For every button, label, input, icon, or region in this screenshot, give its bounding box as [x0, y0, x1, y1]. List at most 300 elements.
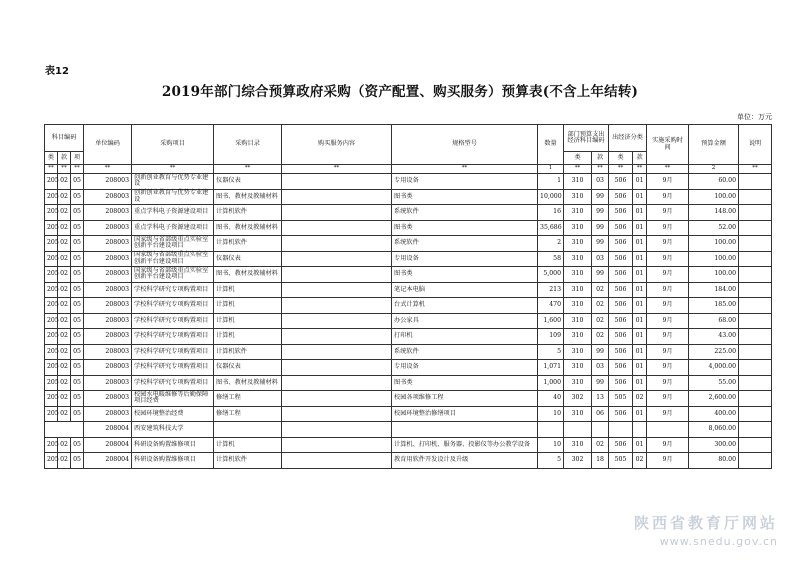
cell-sec: 02 [58, 205, 71, 221]
cell-service [282, 174, 392, 190]
cell-project: 国家级与省部级重点实验室创新平台建设项目 [132, 251, 214, 267]
cell-g1: 506 [609, 313, 633, 329]
cell-note [739, 267, 772, 283]
cell-qty: 5 [538, 453, 564, 469]
cell-service [282, 220, 392, 236]
cell-g2: 01 [633, 205, 647, 221]
cell-g2: 01 [633, 174, 647, 190]
cell-time: 9月 [647, 344, 689, 360]
cell-service [282, 329, 392, 345]
cell-g2: 01 [633, 344, 647, 360]
marker-cell: ** [647, 165, 689, 174]
cell-time: 9月 [647, 189, 689, 205]
cell-cls: 205 [45, 329, 58, 345]
cell-service [282, 298, 392, 314]
header-spec-model: 规格型号 [392, 125, 538, 165]
cell-qty: 35,686 [538, 220, 564, 236]
watermark [634, 512, 778, 548]
cell-note [739, 453, 772, 469]
table-row [45, 344, 772, 360]
cell-itm: 05 [71, 391, 84, 407]
cell-amount: 300.00 [689, 437, 739, 453]
cell-d1: 310 [564, 282, 592, 298]
cell-spec: 系统软件 [392, 344, 538, 360]
cell-g2: 01 [633, 329, 647, 345]
cell-unit-code: 208003 [84, 391, 132, 407]
marker-cell: ** [132, 165, 214, 174]
cell-d1: 310 [564, 375, 592, 391]
cell-d1: 310 [564, 251, 592, 267]
cell-d2: 03 [592, 174, 609, 190]
cell-g2: 01 [633, 282, 647, 298]
cell-catalog: 计算机 [214, 282, 282, 298]
cell-catalog: 图书、教材及教辅材料 [214, 375, 282, 391]
table-row [45, 220, 772, 236]
cell-service [282, 344, 392, 360]
cell-sec: 02 [58, 406, 71, 422]
unit-label: 单位：万元 [737, 113, 772, 121]
cell-spec: 专用设备 [392, 174, 538, 190]
cell-project: 学校科学研究专项购置项目 [132, 282, 214, 298]
header-subject-code: 科目编码 [45, 125, 84, 152]
cell-cls: 205 [45, 205, 58, 221]
header-section: 款 [58, 152, 71, 165]
cell-qty: 1 [538, 174, 564, 190]
cell-amount: 100.00 [689, 251, 739, 267]
cell-itm: 05 [71, 360, 84, 376]
cell-g1: 506 [609, 375, 633, 391]
cell-itm: 05 [71, 267, 84, 283]
cell-d1: 310 [564, 189, 592, 205]
cell-note [739, 220, 772, 236]
cell-qty: 109 [538, 329, 564, 345]
cell-qty: 10 [538, 437, 564, 453]
cell-sec: 02 [58, 189, 71, 205]
cell-g2: 01 [633, 267, 647, 283]
cell-d1: 310 [564, 205, 592, 221]
cell-cls: 205 [45, 313, 58, 329]
header-govt-section: 款 [633, 152, 647, 165]
cell-sec: 02 [58, 267, 71, 283]
cell-project: 学校科学研究专项购置项目 [132, 313, 214, 329]
cell-note [739, 360, 772, 376]
cell-d2: 02 [592, 298, 609, 314]
table-row [45, 174, 772, 190]
cell-g1: 506 [609, 329, 633, 345]
header-class: 类 [45, 152, 58, 165]
cell-sec: 02 [58, 344, 71, 360]
cell-sec: 02 [58, 437, 71, 453]
header-purchase-catalog: 采购目录 [214, 125, 282, 165]
cell-service [282, 391, 392, 407]
cell-service [282, 453, 392, 469]
cell-sec: 02 [58, 174, 71, 190]
cell-project: 学校科学研究专项购置项目 [132, 329, 214, 345]
cell-project: 科研设备购置维修项目 [132, 453, 214, 469]
cell-unit-code: 208003 [84, 313, 132, 329]
cell-cls: 205 [45, 174, 58, 190]
cell-d2: 99 [592, 375, 609, 391]
cell-d1: 310 [564, 406, 592, 422]
cell-itm: 05 [71, 453, 84, 469]
cell-itm: 05 [71, 174, 84, 190]
cell-unit-code: 208003 [84, 189, 132, 205]
cell-service [282, 437, 392, 453]
cell-g1: 506 [609, 406, 633, 422]
cell-d2: 06 [592, 406, 609, 422]
cell-qty: 1,071 [538, 360, 564, 376]
cell-unit-code: 208003 [84, 220, 132, 236]
table-row [45, 453, 772, 469]
blank-cell [282, 422, 392, 438]
cell-itm: 05 [71, 437, 84, 453]
marker-cell: ** [71, 165, 84, 174]
cell-spec: 校园环境整治修缮项目 [392, 406, 538, 422]
cell-amount: 184.00 [689, 282, 739, 298]
cell-itm: 05 [71, 406, 84, 422]
cell-amount: 225.00 [689, 344, 739, 360]
cell-amount: 60.00 [689, 174, 739, 190]
cell-d1: 310 [564, 267, 592, 283]
cell-cls: 205 [45, 282, 58, 298]
cell-service [282, 205, 392, 221]
cell-unit-code: 208003 [84, 236, 132, 252]
cell-g2: 01 [633, 189, 647, 205]
subtotal-name: 西安建筑科技大学 [132, 422, 214, 438]
cell-g1: 506 [609, 282, 633, 298]
cell-unit-code: 208003 [84, 406, 132, 422]
marker-cell: ** [58, 165, 71, 174]
marker-cell: 1 [538, 165, 564, 174]
page-label: 表12 [45, 66, 69, 77]
cell-cls: 205 [45, 437, 58, 453]
cell-service [282, 189, 392, 205]
table-row [45, 313, 772, 329]
cell-amount: 52.00 [689, 220, 739, 236]
cell-g2: 02 [633, 391, 647, 407]
cell-itm: 05 [71, 375, 84, 391]
cell-itm: 05 [71, 251, 84, 267]
cell-d2: 02 [592, 282, 609, 298]
cell-project: 学校科学研究专项购置项目 [132, 344, 214, 360]
cell-cls: 205 [45, 375, 58, 391]
cell-catalog: 仪器仪表 [214, 360, 282, 376]
cell-time: 9月 [647, 360, 689, 376]
cell-note [739, 375, 772, 391]
table-row [45, 282, 772, 298]
cell-catalog: 修缮工程 [214, 406, 282, 422]
header-service-content: 购买服务内容 [282, 125, 392, 165]
cell-amount: 43.00 [689, 329, 739, 345]
cell-d2: 99 [592, 344, 609, 360]
table-row [45, 406, 772, 422]
cell-amount: 55.00 [689, 375, 739, 391]
cell-cls: 205 [45, 406, 58, 422]
cell-amount: 4,000.00 [689, 360, 739, 376]
cell-qty: 1,600 [538, 313, 564, 329]
watermark-url: www.snedu.gov.cn [659, 535, 778, 548]
cell-spec: 专用设备 [392, 251, 538, 267]
cell-time: 9月 [647, 453, 689, 469]
cell-time: 9月 [647, 174, 689, 190]
cell-project: 创新创业教育与优势专业建设 [132, 189, 214, 205]
cell-time: 9月 [647, 282, 689, 298]
cell-note [739, 236, 772, 252]
subtotal-row [45, 422, 772, 438]
cell-spec: 计算机、打印机、服务器、投影仪等办公教学设备 [392, 437, 538, 453]
cell-project: 国家级与省部级重点实验室创新平台建设项目 [132, 267, 214, 283]
cell-g2: 01 [633, 437, 647, 453]
cell-project: 科研设备购置维修项目 [132, 437, 214, 453]
marker-cell: ** [633, 165, 647, 174]
cell-note [739, 174, 772, 190]
cell-d2: 02 [592, 329, 609, 345]
cell-time: 9月 [647, 406, 689, 422]
cell-qty: 470 [538, 298, 564, 314]
cell-itm: 05 [71, 205, 84, 221]
cell-note [739, 282, 772, 298]
cell-note [739, 329, 772, 345]
table-row [45, 205, 772, 221]
cell-catalog: 图书、教材及教辅材料 [214, 220, 282, 236]
cell-catalog: 计算机软件 [214, 205, 282, 221]
cell-note [739, 391, 772, 407]
cell-itm: 05 [71, 298, 84, 314]
marker-cell: ** [45, 165, 58, 174]
cell-spec: 校园各项维修工程 [392, 391, 538, 407]
cell-spec: 教育用软件开发设计及升级 [392, 453, 538, 469]
cell-cls: 205 [45, 453, 58, 469]
cell-d1: 310 [564, 344, 592, 360]
subtotal-amount: 8,060.00 [689, 422, 739, 438]
cell-sec: 02 [58, 298, 71, 314]
cell-qty: 213 [538, 282, 564, 298]
blank-cell [739, 422, 772, 438]
cell-qty: 40 [538, 391, 564, 407]
cell-g1: 506 [609, 205, 633, 221]
cell-service [282, 267, 392, 283]
marker-cell: ** [592, 165, 609, 174]
header-purchase-project: 采购项目 [132, 125, 214, 165]
cell-d2: 18 [592, 453, 609, 469]
cell-catalog: 计算机软件 [214, 344, 282, 360]
cell-note [739, 205, 772, 221]
cell-service [282, 313, 392, 329]
cell-g2: 01 [633, 220, 647, 236]
cell-unit-code: 208003 [84, 174, 132, 190]
cell-sec: 02 [58, 360, 71, 376]
cell-d1: 302 [564, 453, 592, 469]
cell-cls: 205 [45, 360, 58, 376]
blank-cell [392, 422, 538, 438]
cell-g2: 01 [633, 251, 647, 267]
cell-itm: 05 [71, 220, 84, 236]
cell-unit-code: 208004 [84, 437, 132, 453]
cell-spec: 系统软件 [392, 205, 538, 221]
cell-sec: 02 [58, 220, 71, 236]
budget-table [44, 124, 772, 469]
cell-sec: 02 [58, 329, 71, 345]
cell-catalog: 计算机 [214, 298, 282, 314]
cell-d2: 99 [592, 205, 609, 221]
cell-sec: 02 [58, 375, 71, 391]
cell-project: 学校科学研究专项购置项目 [132, 375, 214, 391]
page-title: 2019年部门综合预算政府采购（资产配置、购买服务）预算表(不含上年结转) [161, 84, 639, 100]
watermark-name: 陕西省教育厅网站 [633, 514, 778, 532]
cell-time: 9月 [647, 236, 689, 252]
cell-project: 国家级与省部级重点实验室创新平台建设项目 [132, 236, 214, 252]
blank-cell [538, 422, 564, 438]
cell-g2: 01 [633, 375, 647, 391]
cell-time: 9月 [647, 251, 689, 267]
blank-cell [633, 422, 647, 438]
cell-service [282, 375, 392, 391]
cell-qty: 58 [538, 251, 564, 267]
cell-g2: 01 [633, 298, 647, 314]
header-dept-class: 类 [564, 152, 592, 165]
cell-itm: 05 [71, 313, 84, 329]
cell-amount: 400.00 [689, 406, 739, 422]
cell-d1: 310 [564, 174, 592, 190]
cell-unit-code: 208003 [84, 251, 132, 267]
header-govt-econ-code: 出经济分类 [609, 125, 647, 152]
cell-service [282, 282, 392, 298]
cell-d1: 310 [564, 313, 592, 329]
cell-g2: 01 [633, 236, 647, 252]
cell-g1: 505 [609, 391, 633, 407]
cell-note [739, 344, 772, 360]
cell-d2: 13 [592, 391, 609, 407]
table-row [45, 375, 772, 391]
cell-amount: 2,600.00 [689, 391, 739, 407]
cell-d2: 02 [592, 313, 609, 329]
marker-cell: ** [564, 165, 592, 174]
cell-g1: 506 [609, 174, 633, 190]
cell-note [739, 313, 772, 329]
header-item: 项 [71, 152, 84, 165]
blank-cell [647, 422, 689, 438]
cell-sec: 02 [58, 282, 71, 298]
header-quantity: 数量 [538, 125, 564, 165]
marker-cell: ** [739, 165, 772, 174]
cell-d2: 03 [592, 251, 609, 267]
cell-project: 校园环境整治经费 [132, 406, 214, 422]
cell-unit-code: 208003 [84, 375, 132, 391]
table-row [45, 360, 772, 376]
subtotal-unit-code: 208004 [84, 422, 132, 438]
cell-project: 重点学科电子资源建设项目 [132, 205, 214, 221]
cell-service [282, 406, 392, 422]
cell-catalog: 计算机 [214, 329, 282, 345]
cell-spec: 图书类 [392, 375, 538, 391]
cell-g1: 506 [609, 251, 633, 267]
blank-cell [609, 422, 633, 438]
table-row [45, 251, 772, 267]
cell-sec: 02 [58, 391, 71, 407]
cell-sec: 02 [58, 313, 71, 329]
cell-time: 9月 [647, 267, 689, 283]
cell-spec: 打印机 [392, 329, 538, 345]
marker-cell: ** [609, 165, 633, 174]
cell-time: 9月 [647, 391, 689, 407]
cell-spec: 系统软件 [392, 236, 538, 252]
cell-itm: 05 [71, 344, 84, 360]
cell-time: 9月 [647, 437, 689, 453]
cell-g1: 506 [609, 344, 633, 360]
cell-itm: 05 [71, 282, 84, 298]
blank-cell [214, 422, 282, 438]
cell-note [739, 189, 772, 205]
cell-cls: 205 [45, 267, 58, 283]
marker-cell: ** [84, 165, 132, 174]
table-row [45, 189, 772, 205]
cell-cls: 205 [45, 298, 58, 314]
cell-d2: 99 [592, 236, 609, 252]
cell-spec: 笔记本电脑 [392, 282, 538, 298]
cell-g1: 505 [609, 453, 633, 469]
cell-spec: 图书类 [392, 189, 538, 205]
cell-cls: 205 [45, 220, 58, 236]
cell-amount: 80.00 [689, 453, 739, 469]
cell-amount: 148.00 [689, 205, 739, 221]
header-govt-class: 类 [609, 152, 633, 165]
cell-qty: 5,000 [538, 267, 564, 283]
marker-cell: ** [214, 165, 282, 174]
cell-d1: 310 [564, 360, 592, 376]
cell-d2: 99 [592, 189, 609, 205]
cell-itm: 05 [71, 329, 84, 345]
header-budget-amount: 预算金额 [689, 125, 739, 165]
cell-time: 9月 [647, 205, 689, 221]
cell-catalog: 计算机 [214, 437, 282, 453]
cell-amount: 185.00 [689, 298, 739, 314]
cell-spec: 办公家具 [392, 313, 538, 329]
cell-itm: 05 [71, 236, 84, 252]
cell-cls: 205 [45, 344, 58, 360]
cell-qty: 2 [538, 236, 564, 252]
cell-note [739, 437, 772, 453]
cell-sec: 02 [58, 251, 71, 267]
cell-time: 9月 [647, 298, 689, 314]
cell-catalog: 仪器仪表 [214, 251, 282, 267]
cell-cls: 205 [45, 391, 58, 407]
cell-catalog: 修缮工程 [214, 391, 282, 407]
cell-qty: 10,000 [538, 189, 564, 205]
cell-d1: 310 [564, 329, 592, 345]
cell-cls: 205 [45, 189, 58, 205]
cell-d1: 310 [564, 236, 592, 252]
cell-d2: 02 [592, 437, 609, 453]
cell-sec: 02 [58, 453, 71, 469]
cell-catalog: 计算机软件 [214, 453, 282, 469]
cell-note [739, 251, 772, 267]
header-impl-time: 实施采购时间 [647, 125, 689, 165]
blank-cell [45, 422, 84, 438]
cell-d1: 302 [564, 391, 592, 407]
cell-time: 9月 [647, 313, 689, 329]
cell-g1: 506 [609, 236, 633, 252]
cell-g1: 506 [609, 267, 633, 283]
cell-unit-code: 208003 [84, 360, 132, 376]
cell-g1: 506 [609, 437, 633, 453]
cell-g2: 02 [633, 453, 647, 469]
table-row [45, 391, 772, 407]
cell-project: 重点学科电子资源建设项目 [132, 220, 214, 236]
cell-spec: 图书类 [392, 220, 538, 236]
cell-g1: 506 [609, 220, 633, 236]
cell-amount: 100.00 [689, 236, 739, 252]
cell-qty: 16 [538, 205, 564, 221]
